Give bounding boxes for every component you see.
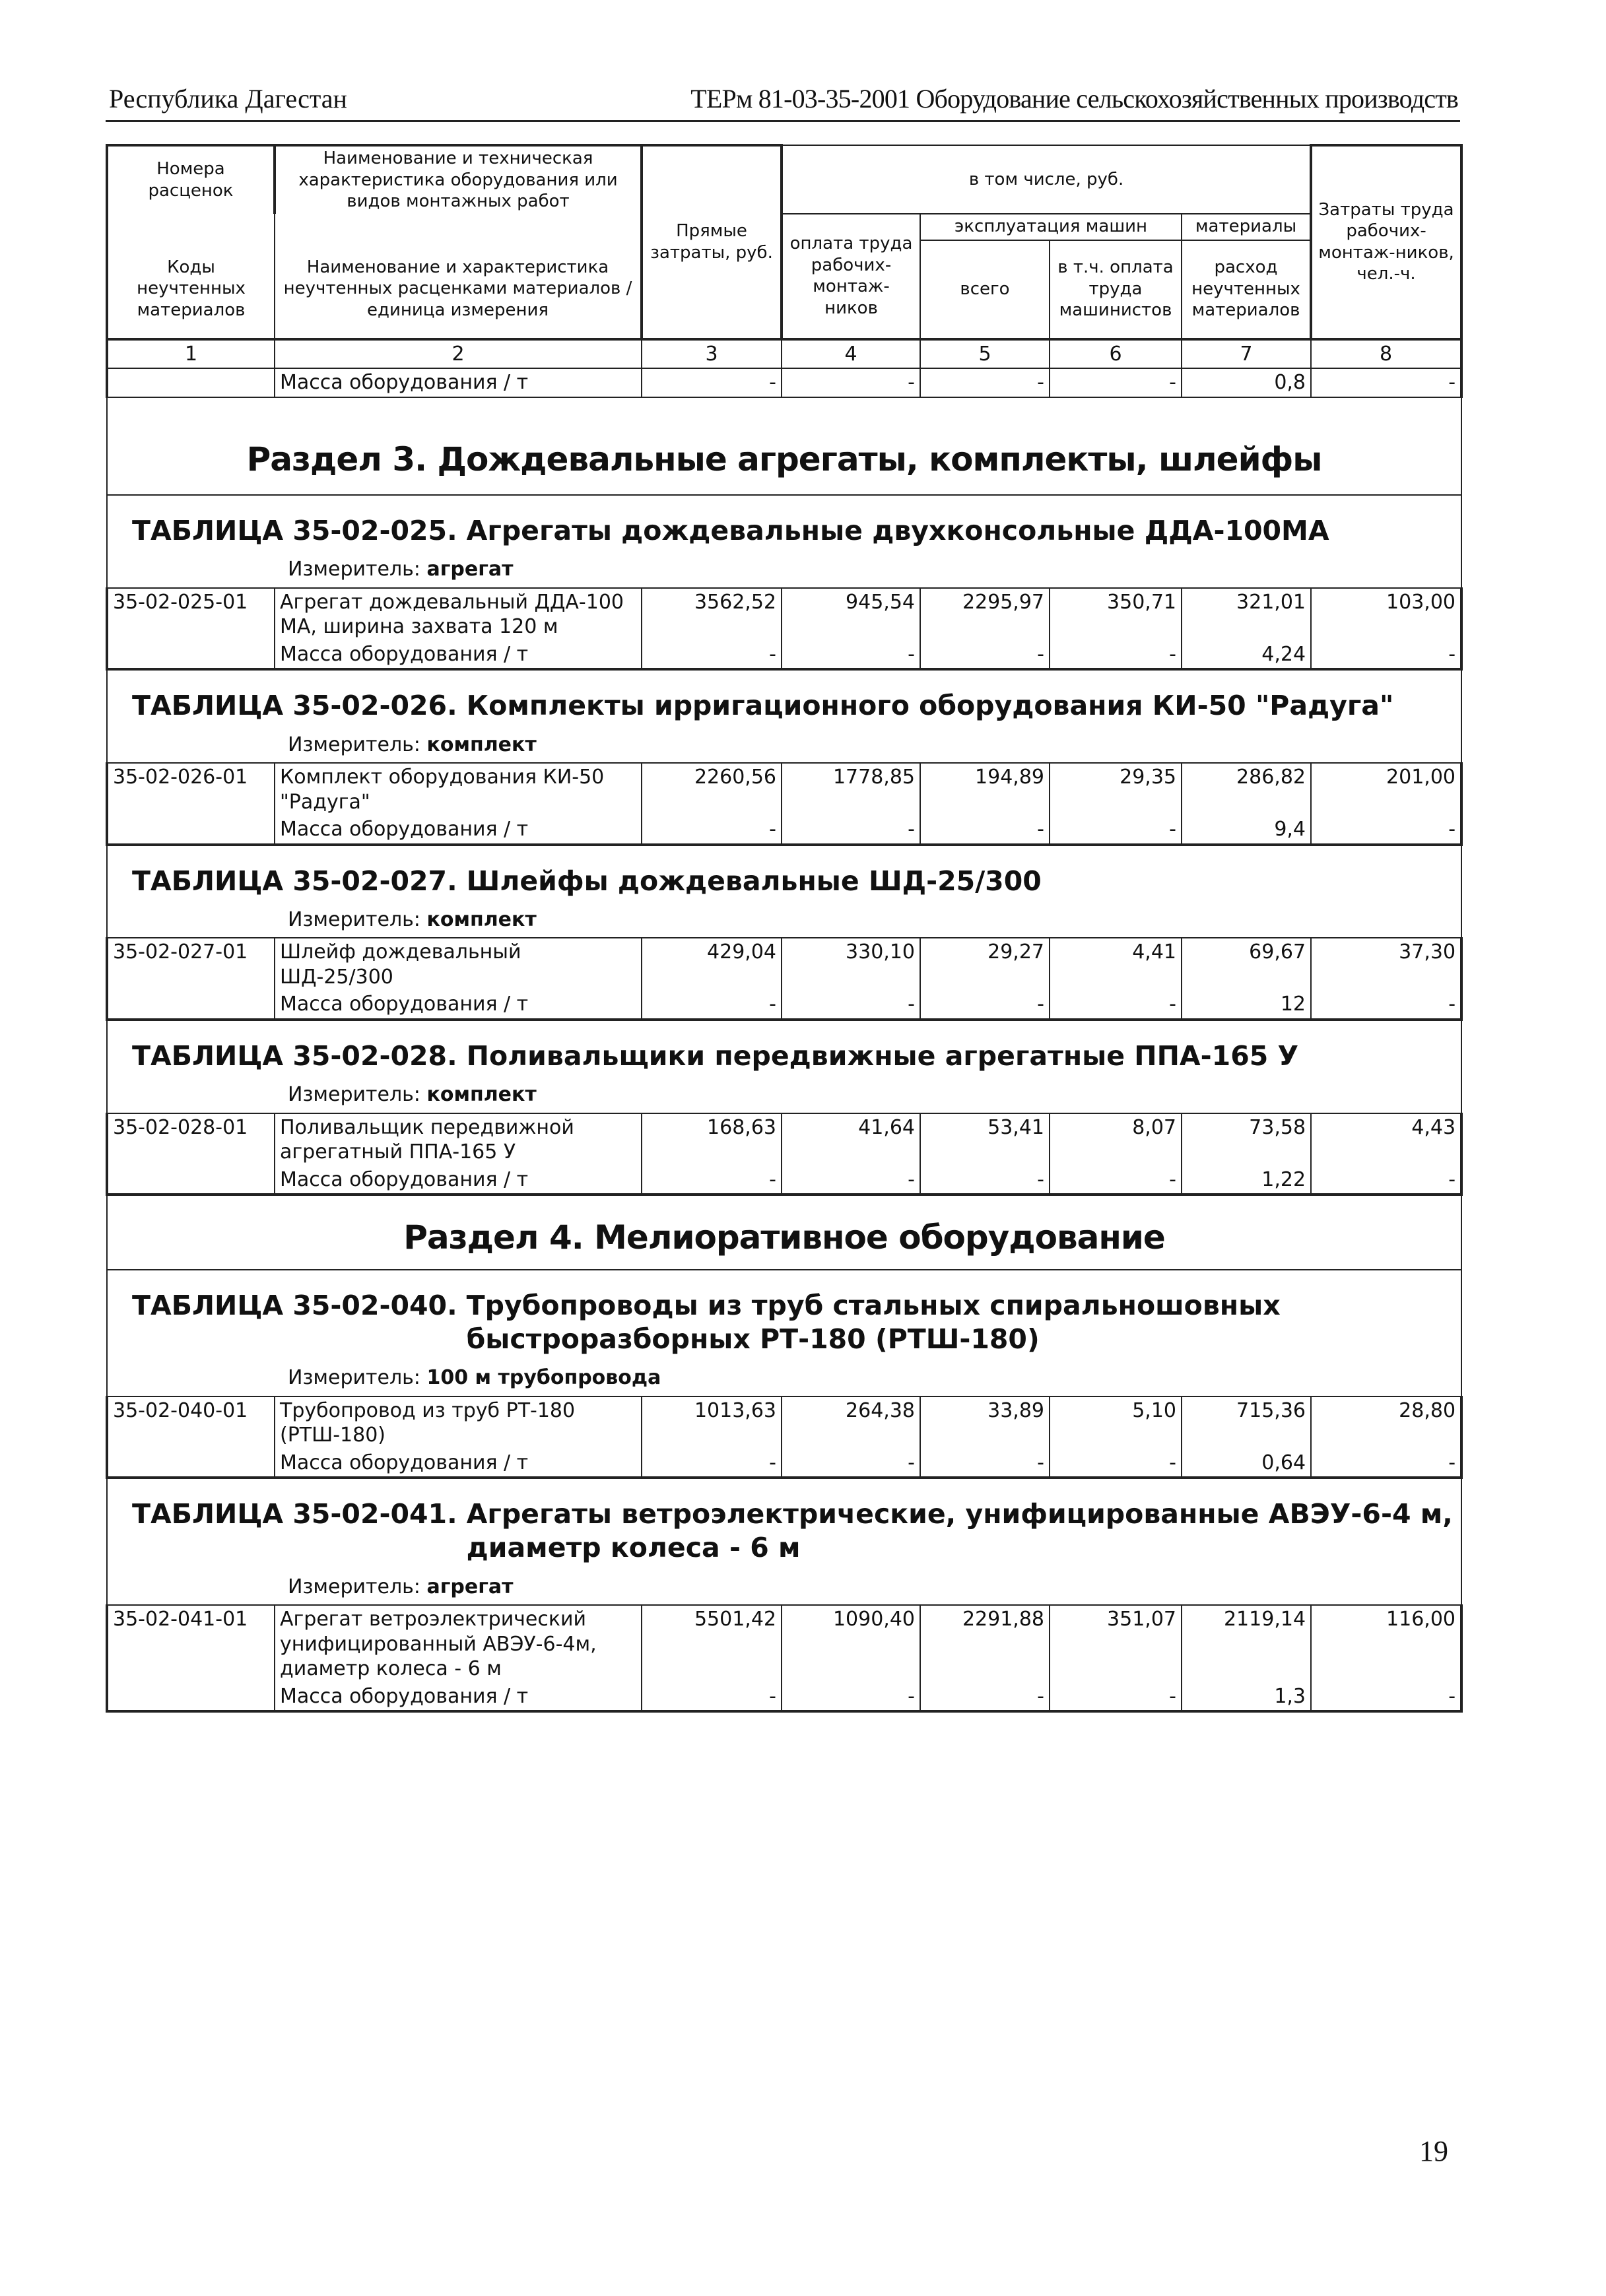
rates-table-wrap <box>106 144 1460 2210</box>
mass-value: - <box>782 991 920 1020</box>
table-code: ТАБЛИЦА 35-02-027. <box>132 865 457 897</box>
table-name: Агрегаты дождевальные двухконсольные ДДА-100МА <box>466 515 1329 546</box>
col6-header: в т.ч. оплата труда машинистов <box>1050 240 1182 339</box>
rate-value: 2291,88 <box>920 1605 1050 1683</box>
column-number: 3 <box>642 339 782 369</box>
mass-row <box>107 816 1461 845</box>
mass-value: - <box>1050 641 1182 670</box>
section-4-title: Раздел 4. Мелиоративное оборудование <box>403 1218 1165 1257</box>
table-row <box>107 368 1461 397</box>
table-row <box>107 588 1461 641</box>
mass-value: - <box>642 1449 782 1478</box>
mass-value: 9,4 <box>1182 816 1311 845</box>
mass-value: - <box>1311 816 1461 845</box>
table-title <box>112 672 1456 732</box>
column-number: 5 <box>920 339 1050 369</box>
mass-value: - <box>1311 991 1461 1020</box>
mass-value: - <box>1050 991 1182 1020</box>
measure-unit: комплект <box>426 1083 537 1106</box>
row-name: Масса оборудования / т <box>275 368 642 397</box>
mass-value: - <box>642 1683 782 1712</box>
rate-value: 715,36 <box>1182 1396 1311 1449</box>
mass-row <box>107 641 1461 670</box>
rate-value: 350,71 <box>1050 588 1182 641</box>
row-value: - <box>782 368 920 397</box>
rate-table-block <box>107 669 1461 844</box>
rate-value: 37,30 <box>1311 938 1461 991</box>
rate-value: 73,58 <box>1182 1113 1311 1166</box>
header-spacer <box>107 214 275 240</box>
table-heading-row <box>107 1478 1461 1605</box>
mass-value: - <box>920 991 1050 1020</box>
mass-value: - <box>642 991 782 1020</box>
rate-name: Агрегат дождевальный ДДА-100 МА, ширина захвата 120 м <box>275 588 642 641</box>
mass-value: - <box>920 1166 1050 1195</box>
table-heading-cell <box>107 845 1461 938</box>
measure-label: Измеритель: <box>288 733 420 756</box>
mass-value: - <box>1050 1449 1182 1478</box>
mass-label: Масса оборудования / т <box>275 1449 642 1478</box>
table-heading-row <box>107 1020 1461 1113</box>
table-heading-row <box>107 669 1461 763</box>
mass-value: - <box>782 1683 920 1712</box>
rate-name: Комплект оборудования КИ-50 "Радуга" <box>275 763 642 816</box>
rate-value: 321,01 <box>1182 588 1311 641</box>
measure-line <box>112 733 1456 762</box>
table-code: ТАБЛИЦА 35-02-028. <box>132 1039 457 1072</box>
rate-code: 35-02-040-01 <box>107 1396 275 1478</box>
measure-label: Измеритель: <box>288 1575 420 1598</box>
table-title <box>112 1022 1456 1082</box>
machines-header: эксплуатация машин <box>920 214 1182 240</box>
row-value: - <box>642 368 782 397</box>
table-title <box>112 497 1456 557</box>
table-code: ТАБЛИЦА 35-02-025. <box>132 515 457 546</box>
mass-value: - <box>920 641 1050 670</box>
table-code: ТАБЛИЦА 35-02-040. <box>132 1289 457 1321</box>
rate-value: 69,67 <box>1182 938 1311 991</box>
rate-value: 168,63 <box>642 1113 782 1166</box>
column-numbers-row <box>107 339 1461 369</box>
mass-value: 4,24 <box>1182 641 1311 670</box>
mass-value: - <box>1050 1683 1182 1712</box>
rate-code: 35-02-041-01 <box>107 1605 275 1711</box>
col1-header-top: Номера расценок <box>107 145 275 214</box>
measure-line <box>112 557 1456 586</box>
header-region: Республика Дагестан <box>109 84 347 114</box>
rate-value: 286,82 <box>1182 763 1311 816</box>
table-name: Агрегаты ветроэлектрические, унифицированные АВЭУ-6-4 м, диаметр колеса - 6 м <box>466 1498 1453 1564</box>
mass-label: Масса оборудования / т <box>275 1166 642 1195</box>
mass-value: - <box>1050 816 1182 845</box>
column-number: 1 <box>107 339 275 369</box>
measure-line <box>112 907 1456 936</box>
rate-name: Шлейф дождевальный ШД-25/300 <box>275 938 642 991</box>
rate-value: 4,43 <box>1311 1113 1461 1166</box>
table-heading-cell <box>107 1270 1461 1396</box>
col3-header: Прямые затраты, руб. <box>642 145 782 339</box>
mass-value: - <box>1311 1683 1461 1712</box>
table-row <box>107 1113 1461 1166</box>
rate-value: 1778,85 <box>782 763 920 816</box>
rate-value: 2119,14 <box>1182 1605 1311 1683</box>
mass-value: - <box>642 1166 782 1195</box>
table-heading-row <box>107 1270 1461 1396</box>
measure-label: Измеритель: <box>288 558 420 581</box>
row-value: - <box>920 368 1050 397</box>
rate-value: 116,00 <box>1311 1605 1461 1683</box>
section-3-title: Раздел 3. Дождевальные агрегаты, комплекты, шлейфы <box>246 440 1322 478</box>
rate-value: 29,27 <box>920 938 1050 991</box>
included-header: в том числе, руб. <box>782 145 1311 214</box>
rate-value: 3562,52 <box>642 588 782 641</box>
mass-label: Масса оборудования / т <box>275 816 642 845</box>
table-name: Комплекты ирригационного оборудования КИ-50 "Радуга" <box>466 690 1394 722</box>
measure-unit: агрегат <box>426 1575 514 1598</box>
mass-row <box>107 1683 1461 1712</box>
measure-line <box>112 1575 1456 1604</box>
rate-value: 5,10 <box>1050 1396 1182 1449</box>
rate-value: 1013,63 <box>642 1396 782 1449</box>
mass-value: 12 <box>1182 991 1311 1020</box>
table-name: Шлейфы дождевальные ШД-25/300 <box>466 865 1042 897</box>
header-document-title: ТЕРм 81-03-35-2001 Оборудование сельскохозяйственных производств <box>690 84 1458 114</box>
measure-unit: агрегат <box>426 558 514 581</box>
section-cell <box>107 397 1461 496</box>
rate-value: 330,10 <box>782 938 920 991</box>
section-row <box>107 397 1461 496</box>
table-heading-cell <box>107 669 1461 763</box>
row-code <box>107 368 275 397</box>
rate-value: 41,64 <box>782 1113 920 1166</box>
mass-value: 1,3 <box>1182 1683 1311 1712</box>
table-heading-row <box>107 845 1461 938</box>
column-number: 8 <box>1311 339 1461 369</box>
table-title <box>112 847 1456 907</box>
rate-value: 8,07 <box>1050 1113 1182 1166</box>
table-code: ТАБЛИЦА 35-02-041. <box>132 1498 457 1530</box>
rate-code: 35-02-026-01 <box>107 763 275 845</box>
mass-label: Масса оборудования / т <box>275 991 642 1020</box>
rate-value: 429,04 <box>642 938 782 991</box>
rate-value: 33,89 <box>920 1396 1050 1449</box>
table-header-row <box>107 145 1461 214</box>
mass-value: - <box>782 1449 920 1478</box>
mass-value: - <box>782 641 920 670</box>
mass-row <box>107 991 1461 1020</box>
mass-value: - <box>782 816 920 845</box>
mass-value: - <box>1050 1166 1182 1195</box>
section-row <box>107 1195 1461 1270</box>
measure-line <box>112 1082 1456 1111</box>
rate-value: 201,00 <box>1311 763 1461 816</box>
measure-unit: комплект <box>426 733 537 756</box>
mass-value: - <box>1311 641 1461 670</box>
mass-value: - <box>642 816 782 845</box>
mass-value: - <box>920 1683 1050 1712</box>
rate-value: 29,35 <box>1050 763 1182 816</box>
rate-name: Агрегат ветроэлектрический унифицированный АВЭУ-6-4м, диаметр колеса - 6 м <box>275 1605 642 1683</box>
rate-table-block <box>107 1270 1461 1478</box>
measure-label: Измеритель: <box>288 907 420 931</box>
table-row <box>107 1396 1461 1449</box>
rate-code: 35-02-027-01 <box>107 938 275 1020</box>
rate-value: 103,00 <box>1311 588 1461 641</box>
header-spacer <box>275 214 642 240</box>
column-number: 4 <box>782 339 920 369</box>
header-rule <box>106 120 1460 122</box>
table-row <box>107 1605 1461 1683</box>
column-number: 2 <box>275 339 642 369</box>
table-title <box>112 1480 1456 1575</box>
table-code: ТАБЛИЦА 35-02-026. <box>132 690 457 722</box>
section-cell <box>107 1195 1461 1270</box>
measure-line <box>112 1365 1456 1394</box>
rate-value: 351,07 <box>1050 1605 1182 1683</box>
measure-unit: 100 м трубопровода <box>426 1366 661 1389</box>
table-heading-cell <box>107 1478 1461 1605</box>
table-name: Поливальщики передвижные агрегатные ППА-165 У <box>466 1039 1299 1072</box>
mass-value: - <box>1311 1166 1461 1195</box>
rate-code: 35-02-028-01 <box>107 1113 275 1195</box>
col4-header: оплата труда рабочих-монтаж-ников <box>782 214 920 339</box>
mass-label: Масса оборудования / т <box>275 1683 642 1712</box>
rate-value: 5501,42 <box>642 1605 782 1683</box>
rate-value: 28,80 <box>1311 1396 1461 1449</box>
rate-table-block <box>107 845 1461 1020</box>
rate-value: 4,41 <box>1050 938 1182 991</box>
table-heading-cell <box>107 1020 1461 1113</box>
mass-row <box>107 1449 1461 1478</box>
row-value: - <box>1311 368 1461 397</box>
column-number: 6 <box>1050 339 1182 369</box>
mass-row <box>107 1166 1461 1195</box>
rate-code: 35-02-025-01 <box>107 588 275 670</box>
rate-table-block <box>107 495 1461 669</box>
mass-value: - <box>920 816 1050 845</box>
col7-header: расход неучтенных материалов <box>1182 240 1311 339</box>
table-header-row <box>107 214 1461 240</box>
mass-value: - <box>1311 1449 1461 1478</box>
col2-header-top: Наименование и техническая характеристика оборудования или видов монтажных работ <box>275 145 642 214</box>
table-row <box>107 763 1461 816</box>
rate-value: 194,89 <box>920 763 1050 816</box>
rate-value: 945,54 <box>782 588 920 641</box>
table-row <box>107 938 1461 991</box>
col5-header: всего <box>920 240 1050 339</box>
rate-value: 2260,56 <box>642 763 782 816</box>
mass-value: 1,22 <box>1182 1166 1311 1195</box>
row-value: - <box>1050 368 1182 397</box>
rate-name: Трубопровод из труб РТ-180 (РТШ-180) <box>275 1396 642 1449</box>
rate-table-block <box>107 1020 1461 1195</box>
measure-unit: комплект <box>426 907 537 931</box>
measure-label: Измеритель: <box>288 1083 420 1106</box>
column-number: 7 <box>1182 339 1311 369</box>
mass-value: - <box>782 1166 920 1195</box>
rate-value: 1090,40 <box>782 1605 920 1683</box>
table-title <box>112 1272 1456 1366</box>
table-heading-cell <box>107 495 1461 588</box>
rate-table-block <box>107 1478 1461 1711</box>
col1-header-bottom: Коды неучтенных материалов <box>107 240 275 339</box>
page-number: 19 <box>1419 2135 1448 2167</box>
mass-value: 0,64 <box>1182 1449 1311 1478</box>
table-name: Трубопроводы из труб стальных спиральношовных быстроразборных РТ-180 (РТШ-180) <box>466 1289 1281 1355</box>
rate-name: Поливальщик передвижной агрегатный ППА-165 У <box>275 1113 642 1166</box>
mass-label: Масса оборудования / т <box>275 641 642 670</box>
col2-header-bottom: Наименование и характеристика неучтенных расценками материалов / единица измерения <box>275 240 642 339</box>
mass-value: - <box>920 1449 1050 1478</box>
measure-label: Измеритель: <box>288 1366 420 1389</box>
rate-value: 264,38 <box>782 1396 920 1449</box>
rate-value: 2295,97 <box>920 588 1050 641</box>
mass-value: - <box>642 641 782 670</box>
col8-header: Затраты труда рабочих-монтаж-ников, чел.-ч. <box>1311 145 1461 339</box>
rate-value: 53,41 <box>920 1113 1050 1166</box>
materials-header: материалы <box>1182 214 1311 240</box>
row-value: 0,8 <box>1182 368 1311 397</box>
table-heading-row <box>107 495 1461 588</box>
rates-table <box>106 144 1463 1713</box>
